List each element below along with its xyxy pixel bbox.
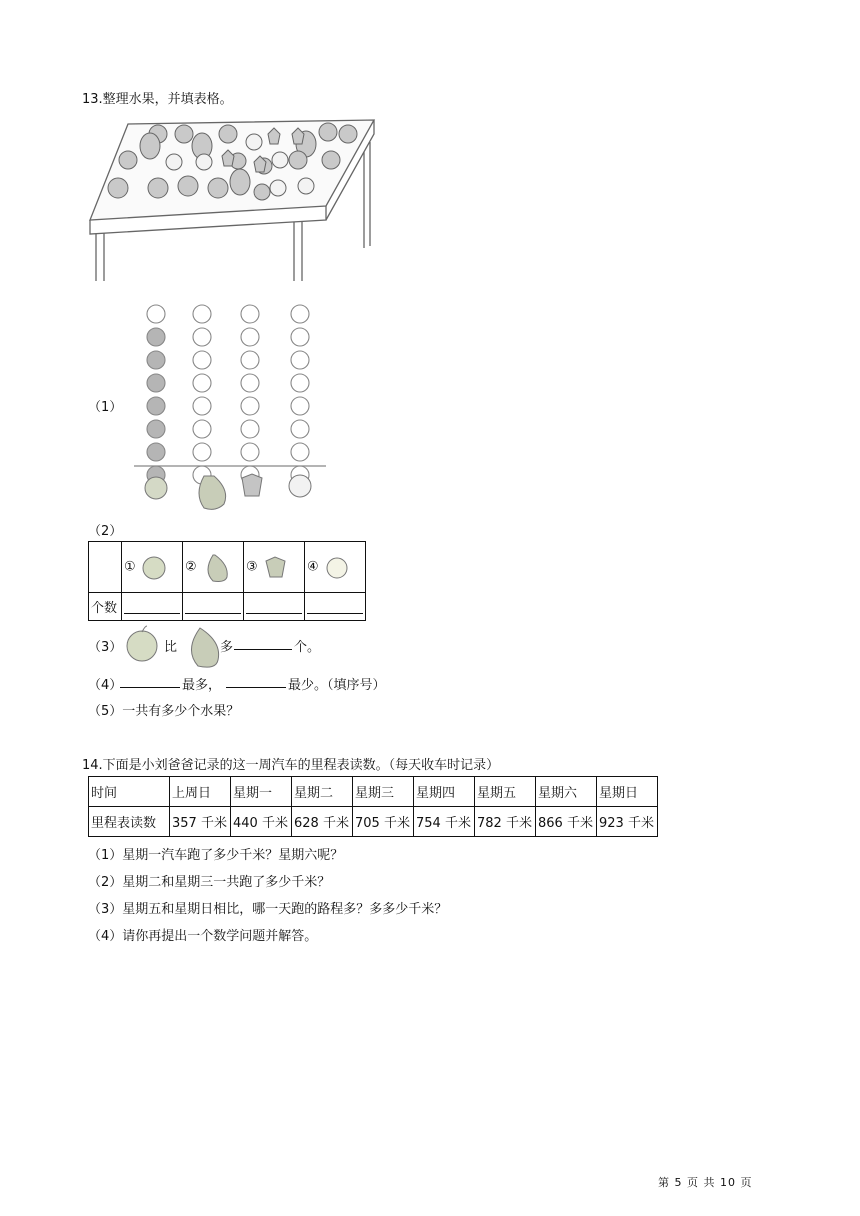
compare-bi: 比: [164, 640, 178, 655]
empty-circle: [193, 374, 211, 392]
strawberry-icon: [266, 557, 285, 577]
q14-question-2: （2）星期二和星期三一共跑了多少千米？: [88, 875, 331, 890]
mileage-value-cell: 782 千米: [475, 807, 536, 837]
mileage-value-cell: 里程表读数: [89, 807, 170, 837]
mileage-header-cell: 时间: [89, 777, 170, 807]
most-text: 最多，: [182, 678, 222, 693]
mileage-header-cell: 星期日: [597, 777, 658, 807]
empty-circle: [241, 443, 259, 461]
mileage-value-cell: 440 千米: [231, 807, 292, 837]
empty-circle: [291, 420, 309, 438]
empty-circle: [193, 351, 211, 369]
circled-3: ③: [246, 559, 258, 575]
mileage-header-cell: 星期五: [475, 777, 536, 807]
mileage-header-cell: 上周日: [170, 777, 231, 807]
q14-question-1: （1）星期一汽车跑了多少千米？星期六呢？: [88, 848, 344, 863]
q13-title: 13.整理水果，并填表格。: [82, 92, 233, 107]
pear-icon: [199, 476, 226, 509]
empty-circle: [241, 374, 259, 392]
pear-icon: [191, 628, 218, 667]
q13-sub4: [88, 674, 428, 693]
most-blank[interactable]: [120, 675, 180, 688]
peach-icon: [327, 558, 347, 578]
empty-circle: [193, 305, 211, 323]
q13-sub5: （5）一共有多少个水果？: [88, 704, 240, 719]
pear-icon: [208, 555, 227, 582]
empty-circle: [291, 443, 309, 461]
q13-sub3-label: （3）: [88, 640, 123, 655]
apple-icon: [143, 557, 165, 579]
filled-circle: [147, 397, 165, 415]
empty-circle: [193, 397, 211, 415]
mileage-value-cell: 628 千米: [292, 807, 353, 837]
circled-4: ④: [307, 559, 319, 575]
q13-sub1-label: （1）: [88, 400, 123, 415]
q13-sub4-label: （4）: [88, 678, 123, 693]
q14-question-3: （3）星期五和星期日相比，哪一天跑的路程多？多多少千米？: [88, 902, 448, 917]
empty-circle: [241, 305, 259, 323]
empty-circle: [291, 305, 309, 323]
row-label-count: 个数: [89, 592, 122, 620]
empty-circle: [241, 351, 259, 369]
mileage-value-cell: 923 千米: [597, 807, 658, 837]
circled-1: ①: [124, 559, 136, 575]
empty-circle: [193, 420, 211, 438]
circled-2: ②: [185, 559, 197, 575]
mileage-header-cell: 星期四: [414, 777, 475, 807]
page-footer: 第 5 页 共 10 页: [658, 1176, 753, 1189]
count-blank-3[interactable]: [244, 592, 305, 620]
fruit-count-table: [88, 541, 366, 621]
empty-circle: [241, 328, 259, 346]
mileage-table: [88, 776, 658, 837]
compare-duo: 多: [220, 640, 234, 655]
empty-circle: [291, 328, 309, 346]
strawberry-icon: [242, 474, 262, 496]
apple-icon: [145, 477, 167, 499]
q14-question-4: （4）请你再提出一个数学问题并解答。: [88, 929, 318, 944]
count-blank-1[interactable]: [122, 592, 183, 620]
fruit-count-chart: [130, 300, 330, 512]
peach-icon: [289, 475, 311, 497]
mileage-header-cell: 星期一: [231, 777, 292, 807]
filled-circle: [147, 374, 165, 392]
mileage-header-cell: 星期六: [536, 777, 597, 807]
empty-circle: [291, 374, 309, 392]
empty-circle: [241, 397, 259, 415]
count-blank-2[interactable]: [183, 592, 244, 620]
mileage-value-cell: 357 千米: [170, 807, 231, 837]
q13-sub2-label: （2）: [88, 524, 123, 539]
least-blank[interactable]: [226, 675, 286, 688]
mileage-value-cell: 754 千米: [414, 807, 475, 837]
empty-circle: [147, 305, 165, 323]
empty-circle: [193, 443, 211, 461]
fruit-table-illustration: [88, 116, 378, 282]
mileage-value-cell: 866 千米: [536, 807, 597, 837]
q14-title: 14.下面是小刘爸爸记录的这一周汽车的里程表读数。（每天收车时记录）: [82, 758, 500, 773]
least-text: 最少。（填序号）: [288, 678, 386, 693]
empty-circle: [241, 420, 259, 438]
compare-ge: 个。: [294, 640, 321, 655]
sub3-answer-blank[interactable]: [234, 637, 292, 650]
empty-circle: [291, 397, 309, 415]
empty-circle: [193, 328, 211, 346]
filled-circle: [147, 351, 165, 369]
mileage-value-cell: 705 千米: [353, 807, 414, 837]
filled-circle: [147, 443, 165, 461]
filled-circle: [147, 328, 165, 346]
filled-circle: [147, 420, 165, 438]
mileage-header-cell: 星期三: [353, 777, 414, 807]
count-blank-4[interactable]: [305, 592, 366, 620]
apple-icon: [127, 631, 157, 661]
empty-circle: [291, 351, 309, 369]
mileage-header-cell: 星期二: [292, 777, 353, 807]
